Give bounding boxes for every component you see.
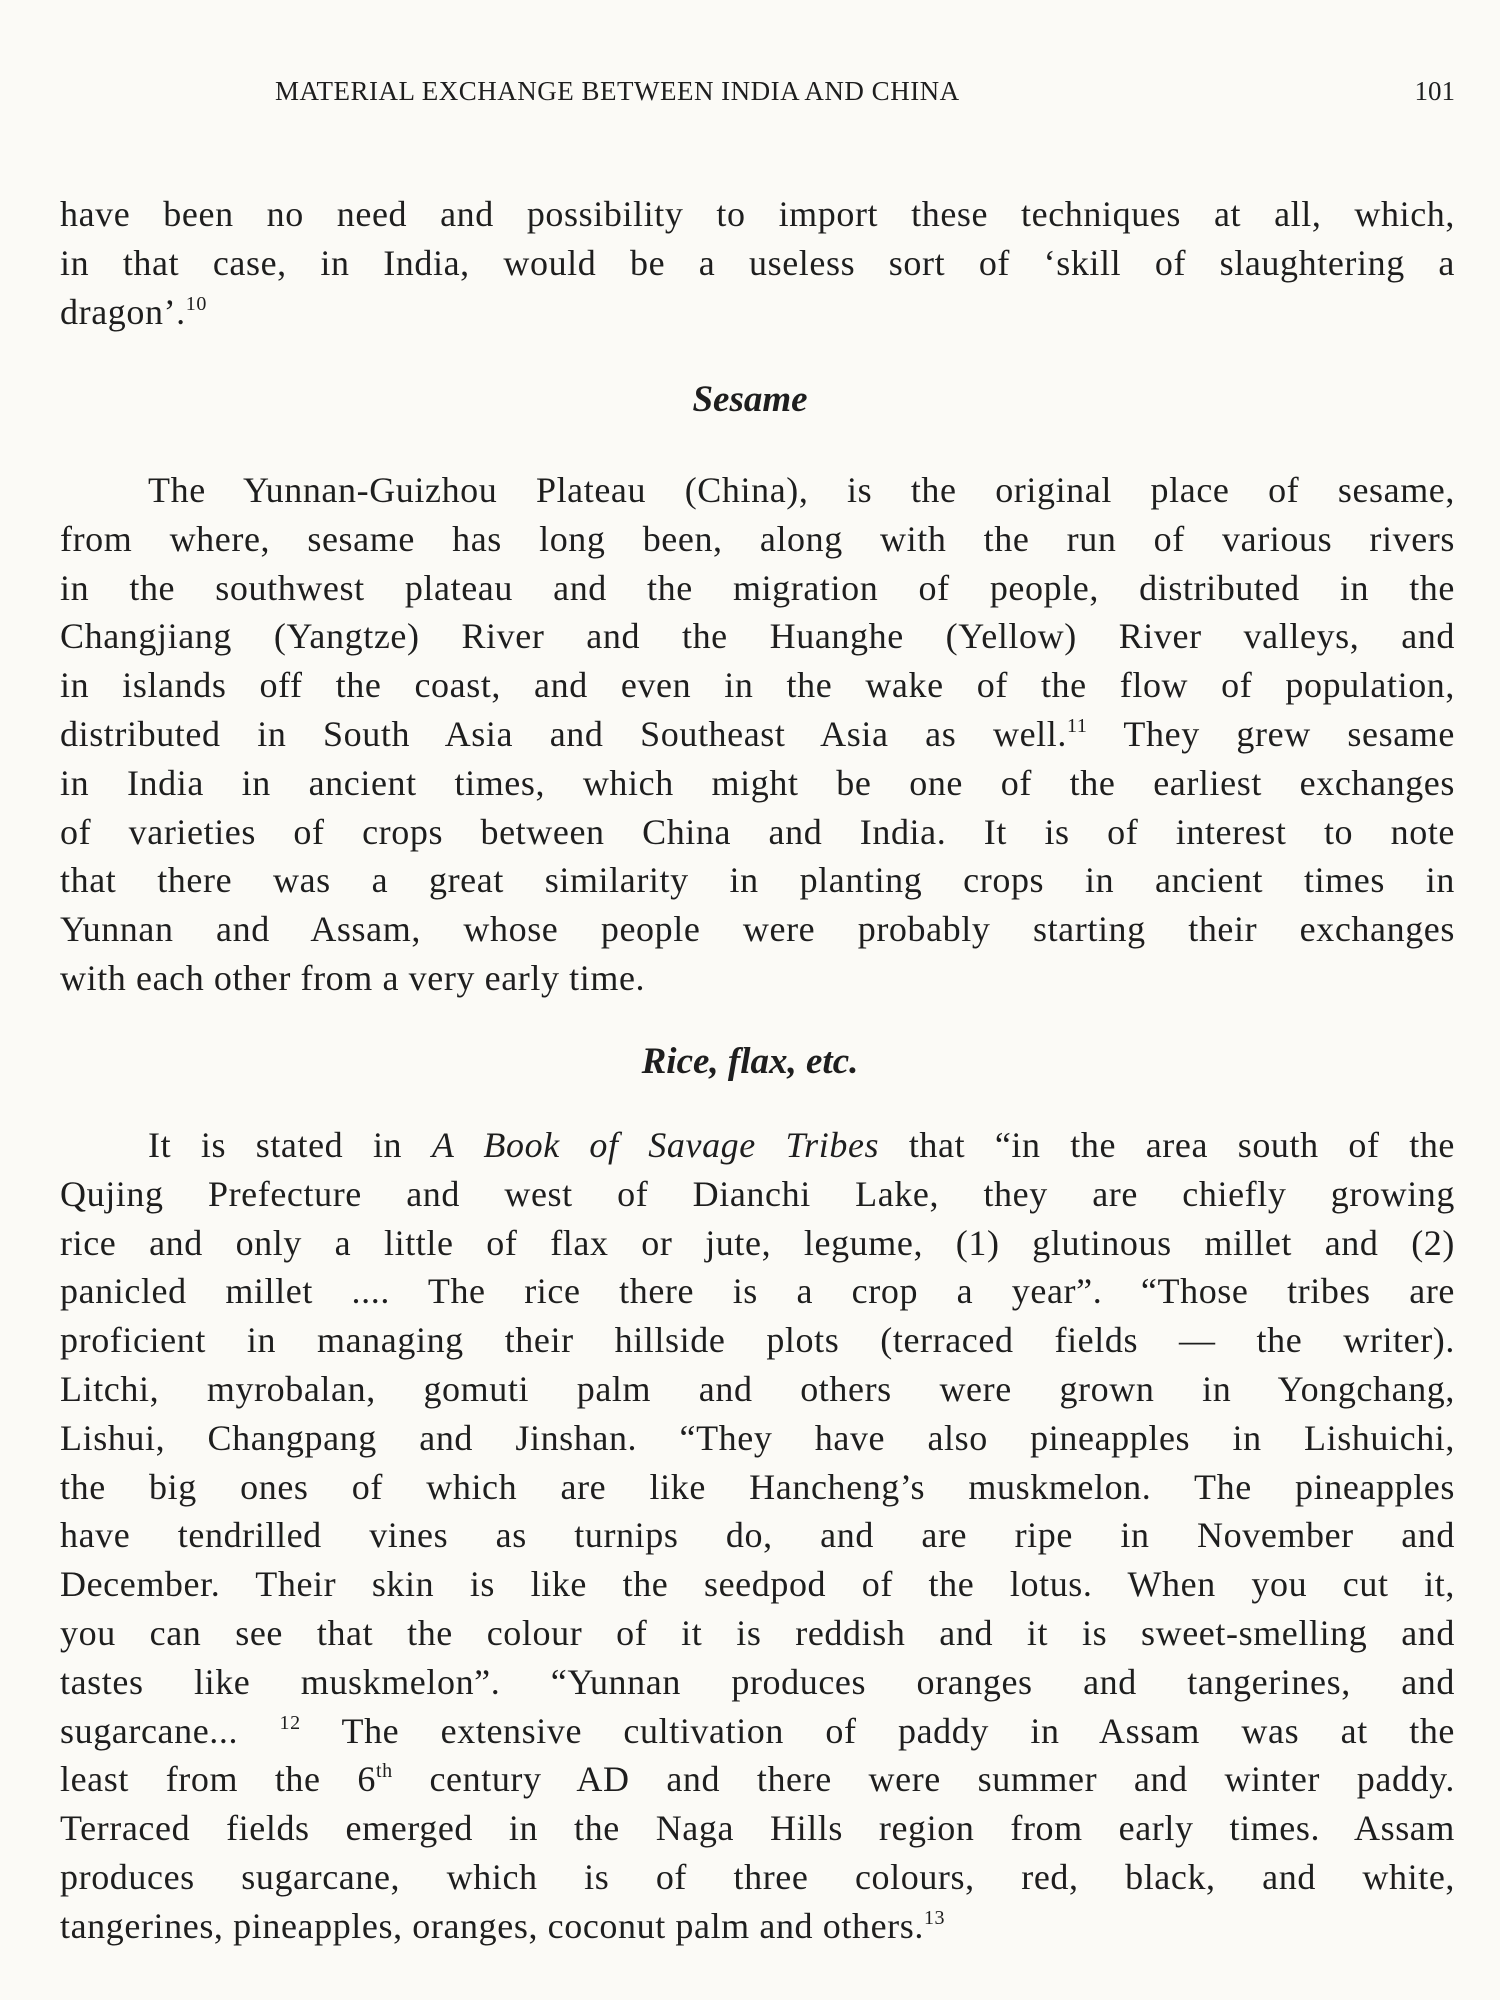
text-run: that “in the area south of the [879, 1125, 1456, 1165]
text-line [60, 1804, 1455, 1852]
text-line [60, 1511, 1455, 1559]
footnote-ref: 12 [279, 1711, 301, 1734]
text-line [60, 1170, 1455, 1218]
text-line [60, 759, 1455, 807]
text-run: The Yunnan-Guizhou Plateau (China), is the original place of sesame, [148, 470, 1455, 510]
text-line [60, 1560, 1455, 1608]
text-line [60, 1316, 1455, 1364]
text-line [60, 612, 1455, 660]
text-line [60, 1609, 1455, 1657]
text-line [60, 710, 1455, 758]
text-line [60, 1658, 1455, 1706]
footnote-ref: 10 [185, 292, 207, 315]
text-line [60, 288, 1455, 336]
text-line [60, 1219, 1455, 1267]
text-run: proficient in managing their hillside plots (terraced fields — the writer). [60, 1320, 1455, 1361]
text-line [148, 1121, 1455, 1169]
footnote-ref: 11 [1066, 715, 1088, 737]
text-run: Yunnan and Assam, whose people were probably starting their exchanges [60, 909, 1455, 950]
text-run: in islands off the coast, and even in the wake of the flow of population, [60, 665, 1455, 706]
text-run: The extensive cultivation of paddy in Assam was at the [300, 1710, 1455, 1751]
text-line [60, 515, 1455, 563]
text-run: in that case, in India, would be a useless sort of ‘skill of slaughtering a [60, 242, 1455, 283]
text-run: century AD and there were summer and winter paddy. [392, 1759, 1456, 1800]
text-line [60, 1902, 1455, 1950]
text-line [60, 661, 1455, 709]
text-run: the big ones of which are like Hancheng’s muskmelon. The pineapples [60, 1466, 1455, 1507]
text-line [148, 466, 1455, 514]
text-run: with each other from a very early time. [60, 958, 646, 998]
text-line [60, 564, 1455, 612]
text-run: least from the 6 [60, 1759, 376, 1800]
text-run: Qujing Prefecture and west of Dianchi Lake, they are chiefly growing [60, 1173, 1455, 1214]
text-line [60, 1463, 1455, 1511]
text-line [60, 1414, 1455, 1462]
text-run: you can see that the colour of it is reddish and it is sweet-smelling and [60, 1613, 1455, 1653]
text-run: sugarcane... [60, 1710, 280, 1751]
text-line [60, 905, 1455, 953]
section-heading: Sesame [692, 379, 808, 420]
text-run: tastes like muskmelon”. “Yunnan produces oranges and tangerines, and [60, 1661, 1455, 1702]
text-run: panicled millet .... The rice there is a crop a year”. “Those tribes are [60, 1271, 1455, 1312]
text-run: rice and only a little of flax or jute, legume, (1) glutinous millet and (2) [60, 1222, 1455, 1263]
footnote-ref: 13 [923, 1906, 946, 1929]
section-heading: Rice, flax, etc. [641, 1041, 859, 1082]
text-line [60, 239, 1455, 287]
text-run: produces sugarcane, which is of three colours, red, black, and white, [60, 1857, 1455, 1897]
text-run: have tendrilled vines as turnips do, and are ripe in November and [60, 1515, 1455, 1556]
text-run: distributed in South Asia and Southeast Asia as well. [60, 714, 1067, 754]
text-run: of varieties of crops between China and India. It is of interest to note [60, 811, 1455, 852]
text-line [60, 1755, 1455, 1803]
text-line [60, 1707, 1455, 1755]
text-run: It is stated in [148, 1125, 432, 1165]
text-run: tangerines, pineapples, oranges, coconut palm and others. [60, 1905, 924, 1946]
text-run: Litchi, myrobalan, gomuti palm and others were grown in Yongchang, [60, 1369, 1455, 1409]
footnote-ref: th [375, 1760, 393, 1783]
text-run: have been no need and possibility to import these techniques at all, which, [60, 194, 1455, 234]
text-line [60, 808, 1455, 856]
running-header [0, 76, 1500, 116]
text-line [60, 1853, 1455, 1901]
text-run: dragon’. [60, 291, 186, 332]
text-line [60, 190, 1455, 238]
text-line [60, 1365, 1455, 1413]
text-line [60, 1267, 1455, 1315]
text-line [60, 856, 1455, 904]
page-number: 101 [1414, 76, 1455, 106]
text-line [60, 954, 1455, 1002]
italic-title: A Book of Savage Tribes [431, 1125, 880, 1165]
text-run: December. Their skin is like the seedpod of the lotus. When you cut it, [60, 1564, 1455, 1605]
text-run: They grew sesame [1087, 714, 1455, 754]
text-run: Changjiang (Yangtze) River and the Huanghe (Yellow) River valleys, and [60, 616, 1455, 657]
text-run: from where, sesame has long been, along with the run of various rivers [60, 518, 1455, 559]
text-run: in the southwest plateau and the migration of people, distributed in the [60, 567, 1455, 608]
text-run: that there was a great similarity in planting crops in ancient times in [60, 860, 1455, 901]
text-run: Lishui, Changpang and Jinshan. “They have also pineapples in Lishuichi, [60, 1417, 1455, 1458]
running-title: MATERIAL EXCHANGE BETWEEN INDIA AND CHINA [275, 76, 960, 106]
text-run: Terraced fields emerged in the Naga Hills region from early times. Assam [60, 1808, 1455, 1849]
text-run: in India in ancient times, which might be one of the earliest exchanges [60, 762, 1455, 803]
